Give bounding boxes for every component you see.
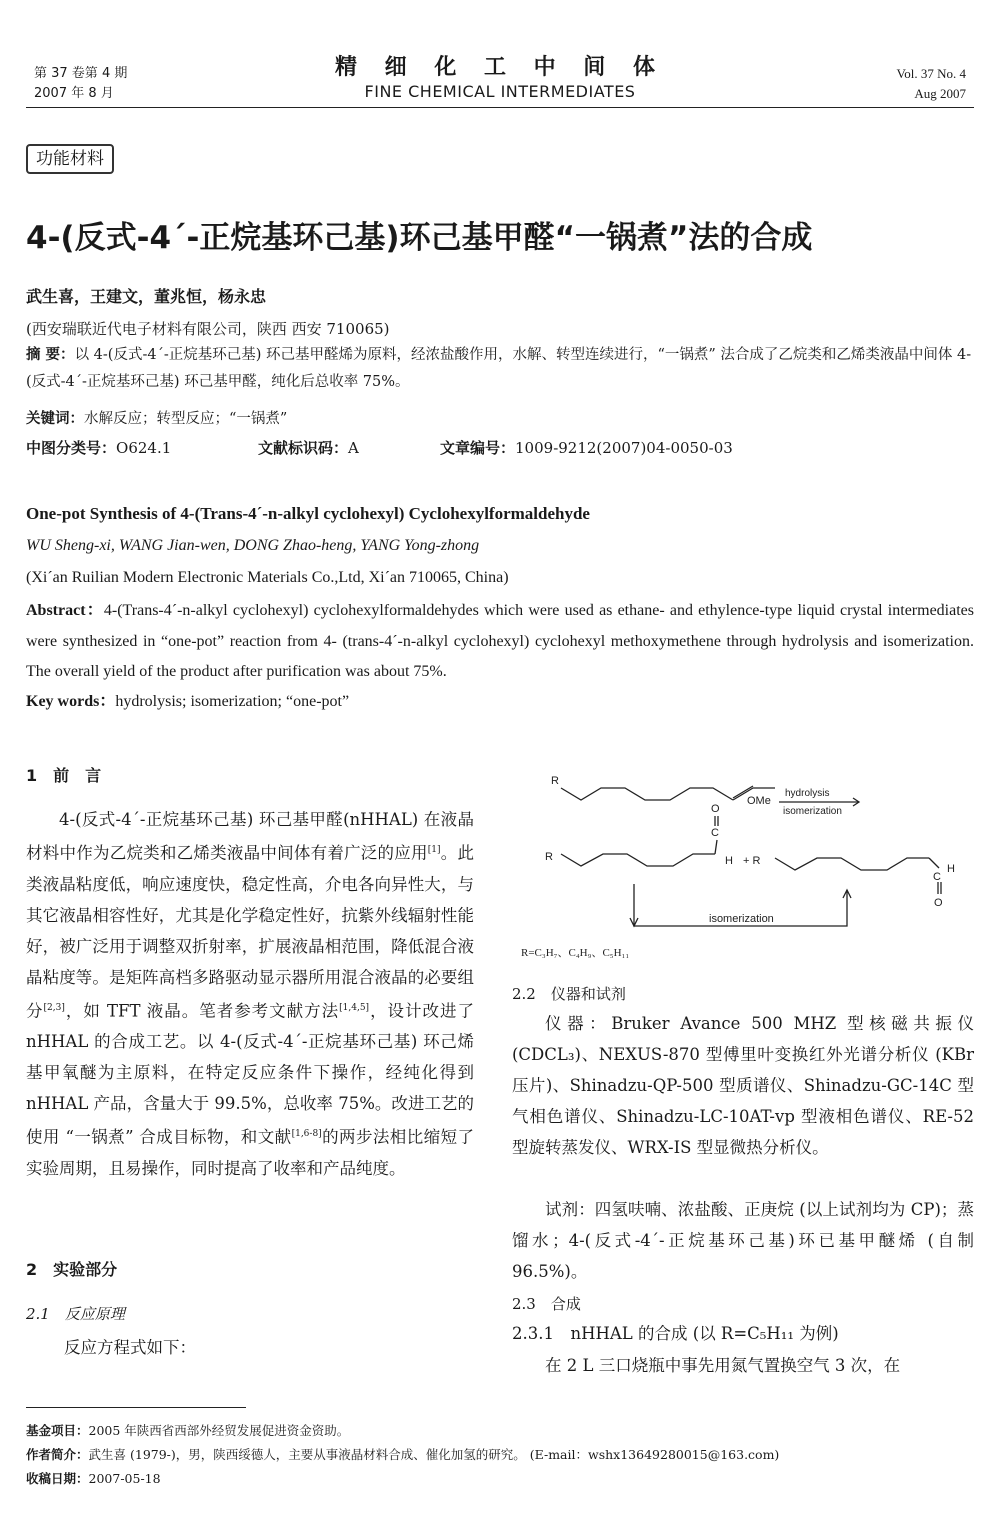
scheme-plus-r: + R [743,855,761,867]
scheme-h-label: H [725,855,733,867]
cis-aldehyde-skeleton [561,854,715,866]
clc-label: 中图分类号： [26,439,117,457]
scheme-ome: OMe [747,795,771,807]
journal-name-en: FINE CHEMICAL INTERMEDIATES [364,82,636,101]
abstract-cn-label: 摘 要： [26,347,75,363]
scheme-h-label-2: H [947,863,955,875]
article-number-value: 1009-9212(2007)04-0050-03 [515,439,733,457]
section-2-1-heading: 2.1 反应原理 [26,1305,125,1323]
citation-2[interactable]: [2,3] [43,1002,65,1013]
intro-text-c: ，如 TFT 液晶。笔者参考文献方法 [64,1001,340,1020]
authors-en: WU Sheng-xi, WANG Jian-wen, DONG Zhao-heng, YANG Yong-zhong [26,537,480,554]
article-title-en: One-pot Synthesis of 4-(Trans-4´-n-alkyl cyclohexyl) Cyclohexylformaldehyde [26,504,590,523]
reagents-paragraph: 试剂：四氢呋喃、浓盐酸、正庚烷 (以上试剂均为 CP)；蒸馏水；4-(反式-4´-正烷基环己基)环已基甲醚烯 (自制 96.5%)。 [512,1200,974,1281]
citation-1[interactable]: [1] [427,845,441,855]
affiliation-cn: (西安瑞联近代电子材料有限公司，陕西 西安 710065) [26,320,390,338]
funding-text: 2005 年陕西省西部外经贸发展促进资金资助。 [88,1423,350,1438]
article-number [440,436,733,460]
keywords-en [26,690,349,714]
volume-cn: 第 37 卷第 4 期 [34,66,128,81]
intro-text-a: 4-(反式-4´-正烷基环己基) 环己基甲醛(nHHAL) 在液晶材料中作为乙烷类和乙烯类液晶中间体有着广泛的应用 [26,810,474,863]
section-2-3-1-heading: 2.3.1 nHHAL 的合成 (以 R=C₅H₁₁ 为例) [512,1324,839,1343]
scheme-o-bottom: O [934,897,943,909]
abstract-en [26,596,974,688]
date-en: Aug 2007 [914,86,966,101]
keywords-en-label: Key words： [26,693,116,710]
keywords-en-text: hydrolysis; isomerization; “one-pot” [115,693,350,710]
scheme-o-top: O [711,803,720,815]
introduction-paragraph [26,804,474,1184]
column-tag: 功能材料 [26,144,114,174]
scheme-c-label-2: C [933,871,941,883]
scheme-arrow-top-label: hydrolysis [785,788,830,799]
clc-code [26,436,171,460]
trans-aldehyde-skeleton [775,858,929,870]
section-2-heading: 2 实验部分 [26,1260,118,1279]
keywords-cn-text: 水解反应；转型反应；“一锅煮” [84,411,288,427]
doc-label: 文献标识码： [258,439,349,457]
abstract-cn [26,342,974,396]
scheme-r-definition: R=C₃H₇、C₄H₉、C₅H₁₁ [521,947,630,959]
section-2-1-text: 反应方程式如下： [64,1338,196,1357]
clc-value: O624.1 [116,439,172,457]
article-number-label: 文章编号： [440,439,516,457]
intro-text-b: 。此类液晶粘度低，响应速度快，稳定性高，介电各向异性大，与其它液晶相容性好，尤其是化学稳定性好，抗紫外线辐射性能好，被广泛用于调整双折射率，扩展液晶相范围，降低混合液晶粘度等。是矩阵高档多路驱动显示器所用混合液晶的必要组分 [26,843,475,1020]
abstract-en-label: Abstract： [26,602,104,619]
author-note [26,1446,974,1464]
keywords-cn [26,406,974,433]
header-rule [26,107,974,108]
received-date [26,1470,974,1488]
section-2-2-heading: 2.2 仪器和试剂 [512,985,626,1003]
article-title-cn: 4-(反式-4´-正烷基环己基)环己基甲醛“一锅煮”法的合成 [26,220,813,256]
instruments-paragraph: 仪器：Bruker Avance 500 MHZ 型核磁共振仪 (CDCL₃)、NEXUS-870 型傅里叶变换红外光谱分析仪 (KBr 压片)、Shinadzu-QP-500 型质谱仪、Shinadzu-GC-14C 型气相色谱仪、Shinadzu-LC-10AT-vp 型液相色谱仪、RE-52 型旋转蒸发仪、WRX-IS 型显微热分析仪。 [512,1014,974,1157]
journal-name-cn: 精 细 化 工 中 间 体 [335,55,665,80]
volume-en: Vol. 37 No. 4 [896,66,966,81]
footnote-rule [26,1407,246,1408]
journal-masthead [0,54,1000,102]
citation-3[interactable]: [1,4,5] [339,1002,370,1013]
funding-label: 基金项目： [26,1423,89,1438]
scheme-r2: R [545,851,553,863]
doc-code [258,436,359,460]
date-cn: 2007 年 8 月 [34,86,114,101]
section-1-heading: 1 前 言 [26,766,102,785]
intro-text-d: ，设计改进了 nHHAL 的合成工艺。以 4-(反式-4´-正烷基环己基) 环己烯基甲氧醚为主原料，在特定反应条件下操作，经纯化得到nHHAL 产品，含量大于 99.5%，总收率 75%。改进工艺的使用 “一锅煮” 合成目标物，和文献 [26,1001,475,1147]
author-note-text: 武生喜 (1979-)，男，陕西绥德人，主要从事液晶材料合成、催化加氢的研究。 (E-mail：wshx13649280015@163.com) [88,1447,780,1462]
affiliation-en: (Xi´an Ruilian Modern Electronic Materials Co.,Ltd, Xi´an 710065, China) [26,569,509,586]
section-2-3-1-text: 在 2 L 三口烧瓶中事先用氮气置换空气 3 次，在 [545,1356,901,1375]
scheme-c-label: C [711,827,719,839]
citation-4[interactable]: [1,6-8] [291,1129,322,1139]
abstract-cn-text: 以 4-(反式-4´-正烷基环己基) 环己基甲醛烯为原料，经浓盐酸作用，水解、转型连续进行，“一锅煮” 法合成了乙烷类和乙烯类液晶中间体 4-(反式-4´-正烷基环己基) 环己基甲醛，纯化后总收率 75%。 [26,347,972,390]
starting-material-skeleton [561,788,733,800]
scheme-arrow-bottom-label: isomerization [783,806,842,817]
doc-value: A [348,439,359,457]
scheme-isomerization-label: isomerization [709,913,774,925]
keywords-cn-label: 关键词： [26,411,84,427]
section-2-3-heading: 2.3 合成 [512,1295,581,1313]
intro-text-e: 的两步法相比缩短了实验周期，且易操作，同时提高了收率和产品纯度。 [26,1127,475,1178]
received-text: 2007-05-18 [88,1471,161,1486]
funding-note [26,1422,974,1440]
abstract-en-text: 4-(Trans-4´-n-alkyl cyclohexyl) cyclohexylformaldehydes which were used as ethane- and ethylence-type liquid crystal intermediates were synthesized in “one-pot” reaction from 4- (trans-4´-n-alkyl cyclohexyl) cyclohexyl methoxymethene through hydrolysis and isomerization. The overall yield of the product after purification was about 75%. [26,602,974,680]
scheme-r1: R [551,775,559,787]
author-note-label: 作者简介： [26,1447,89,1462]
journal-issue-en [897,64,966,104]
authors-cn: 武生喜，王建文，董兆恒，杨永忠 [26,287,267,306]
received-label: 收稿日期： [26,1471,89,1486]
reaction-scheme [515,768,975,968]
